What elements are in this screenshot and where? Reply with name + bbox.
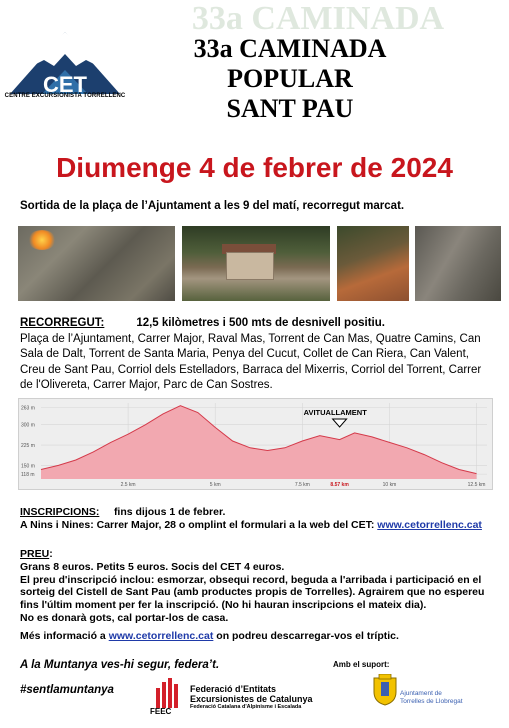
elevation-profile-chart	[18, 398, 493, 490]
title-watermark: 33a CAMINADA	[191, 0, 445, 37]
title-line-1: 33a CAMINADA	[193, 34, 387, 63]
x-tick-label-1: 5 km	[209, 482, 221, 488]
hashtag: #sentlamuntanya	[20, 684, 114, 696]
inscriptions-where: A Nins i Nines: Carrer Major, 28 o omplint el formulari a la web del CET:	[20, 519, 378, 531]
cet-logo	[6, 28, 124, 100]
annotation-label: AVITUALLAMENT	[303, 408, 367, 417]
photo-red-earth	[337, 226, 409, 301]
start-note: Sortida de la plaça de l’Ajuntament a les 9 del matí, recorregut marcat.	[20, 200, 405, 212]
inscriptions-section	[20, 506, 500, 532]
more-info-link[interactable]: www.cetorrellenc.cat	[108, 630, 214, 642]
mountain-logo-icon	[6, 28, 124, 100]
y-tick-label-2: 225 m	[21, 443, 35, 450]
title-line-2: POPULAR	[227, 64, 353, 93]
photo-rock-path	[415, 226, 501, 301]
event-title	[140, 34, 440, 124]
church-building-shape	[226, 252, 274, 280]
y-tick-label-1: 300 m	[21, 422, 35, 429]
photo-church	[182, 226, 330, 301]
elevation-profile-svg	[19, 399, 492, 489]
price-cups-note: No es donarà gots, cal portar-los de casa.	[20, 611, 229, 624]
motto: A la Muntanya ves-hi segur, federa’t.	[20, 659, 220, 671]
logo-text: CET	[43, 72, 87, 97]
route-description: Plaça de l’Ajuntament, Carrer Major, Raval Mas, Torrent de Can Mas, Quatre Camins, Can Sala de Dalt, Torrent de Santa Maria, Penya del Cucut, Collet de Can Riera, Can Valent, Creu de Sant Pau, Corriol dels Estelladors, Barraca del Mixerris, Corriol del Torrent, Carrer de l'Olivereta, Carrer Major, Parc de Can Sostres.	[20, 332, 482, 391]
route-header: RECORREGUT: 12,5 kilòmetres i 500 mts de desnivell positiu.	[20, 317, 385, 329]
town-shield-icon	[372, 674, 398, 706]
inscriptions-label: INSCRIPCIONS:	[20, 506, 100, 518]
price-section: PREU: Grans 8 euros. Petits 5 euros. Socis del CET 4 euros. El preu d'inscripció inclou: esmorzar, obsequi record, beguda a l'arribada i participació en el sorteig del Cistell de Sant Pau (amb productes propis de Torrelles). Agrairem que no espereu fins l'últim moment per fer la inscripció. (No hi hauran inscripcions el mateix dia). No es donarà gots, cal portar-los de casa.	[20, 548, 500, 625]
route-label: RECORREGUT	[20, 317, 101, 329]
y-tick-label-3: 150 m	[21, 463, 35, 470]
town-text: Ajuntament de Torrelles de Llobregat	[400, 690, 463, 705]
y-tick-label-4: 118 m	[21, 472, 35, 479]
more-info: Més informació a www.cetorrellenc.cat on podreu descarregar-vos el tríptic.	[20, 630, 399, 642]
cet-website-link[interactable]: www.cetorrellenc.cat	[377, 519, 482, 531]
price-details: El preu d'inscripció inclou: esmorzar, obsequi record, beguda a l'arribada i participació en el sorteig del Cistell de Sant Pau (amb productes propis de Torrelles). Agrairem que no espereu fins l'últim moment per fer la inscripció. (No hi hauran inscripcions el mateix dia).	[20, 573, 485, 612]
elevation-area	[41, 406, 477, 479]
price-rates: Grans 8 euros. Petits 5 euros. Socis del CET 4 euros.	[20, 560, 285, 573]
x-tick-label-0: 2.5 km	[120, 482, 136, 488]
fire-shape	[28, 230, 56, 250]
y-tick-label-0: 263 m	[21, 405, 35, 412]
feec-text: Federació d’Entitats Excursionistes de Catalunya Federació Catalana d'Alpinisme i Escalada	[190, 684, 313, 710]
title-line-3: SANT PAU	[226, 94, 354, 123]
x-tick-label-2: 7.5 km	[294, 482, 310, 488]
route-summary: 12,5 kilòmetres i 500 mts de desnivell positiu.	[136, 317, 385, 329]
feec-name: FEEC	[150, 707, 172, 716]
support-label: Amb el suport:	[333, 660, 390, 669]
logo-subtitle: CENTRE EXCURSIONISTA TORRELLENC	[4, 93, 126, 99]
x-tick-label-3: 8.57 km	[330, 482, 349, 488]
event-date: Diumenge 4 de febrer de 2024	[56, 152, 453, 183]
inscriptions-deadline: fins dijous 1 de febrer.	[113, 506, 226, 518]
route-section	[20, 316, 490, 394]
photo-trail-fire	[18, 226, 175, 301]
x-tick-label-4: 10 km	[382, 482, 397, 488]
annotation-arrow-icon	[333, 419, 347, 427]
price-label: PREU	[20, 548, 50, 560]
x-tick-label-5: 12.5 km	[467, 482, 486, 488]
